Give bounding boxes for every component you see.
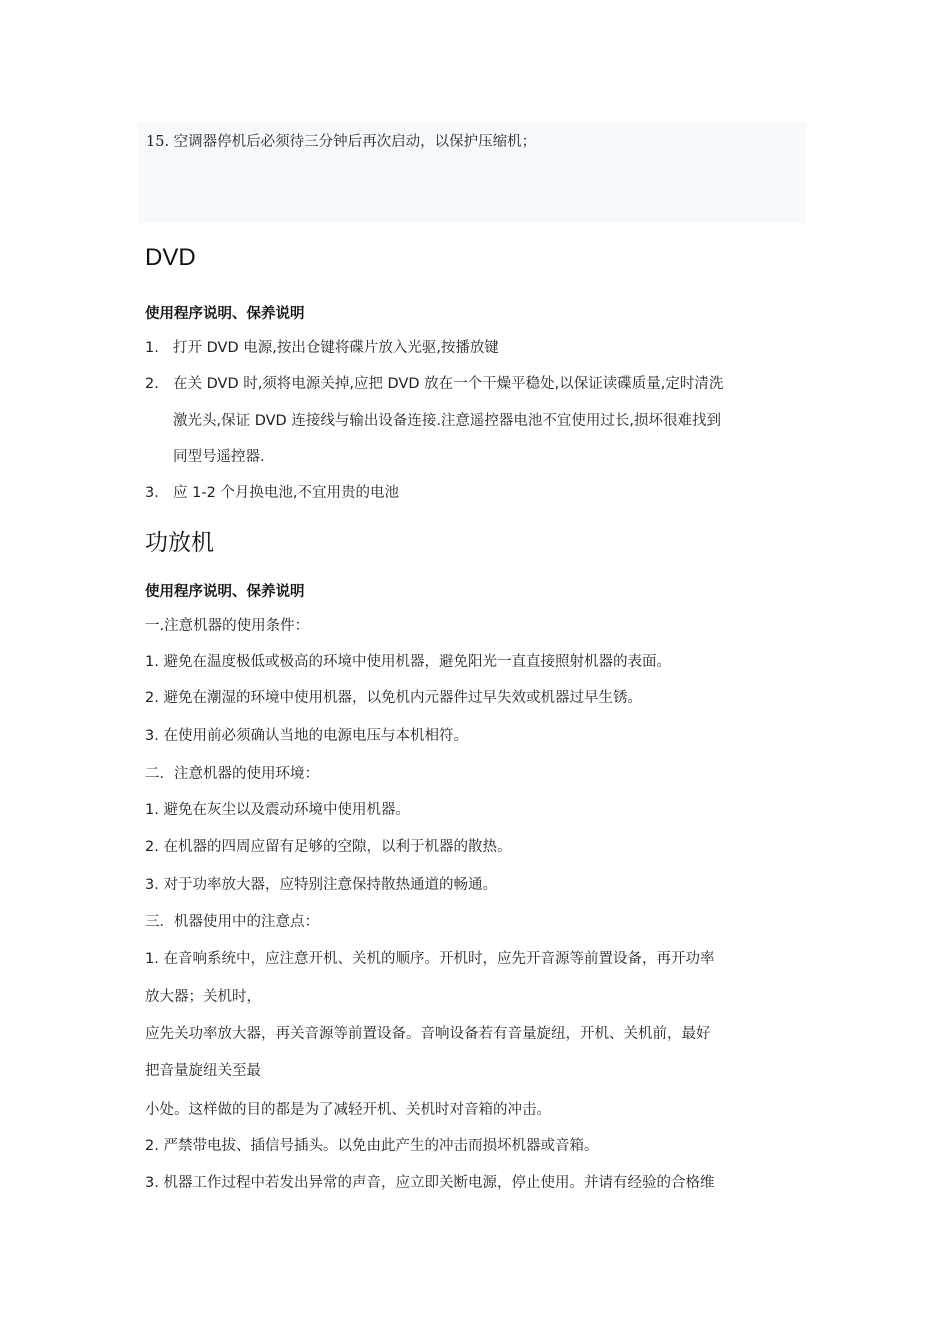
- note-box: [138, 122, 806, 223]
- amp-line: 2. 严禁带电拔、插信号插头。以免由此产生的冲击而损坏机器或音箱。: [145, 1138, 599, 1154]
- amp-line: 小处。这样做的目的都是为了减轻开机、关机时对音箱的冲击。: [145, 1102, 551, 1118]
- amp-line: 2. 在机器的四周应留有足够的空隙，以利于机器的散热。: [145, 839, 512, 855]
- dvd-item-text: 在关 DVD 时,须将电源关掉,应把 DVD 放在一个干燥平稳处,以保证读碟质量,定时清洗: [173, 376, 724, 392]
- amp-line: 2. 避免在潮湿的环境中使用机器，以免机内元器件过早失效或机器过早生锈。: [145, 690, 642, 706]
- amp-section-title: 三．机器使用中的注意点：: [145, 914, 319, 930]
- dvd-subheading: 使用程序说明、保养说明: [145, 306, 305, 322]
- amp-line: 3. 机器工作过程中若发出异常的声音，应立即关断电源，停止使用。并请有经验的合格维: [145, 1175, 715, 1191]
- amp-line: 3. 对于功率放大器，应特别注意保持散热通道的畅通。: [145, 877, 497, 893]
- amp-heading: 功放机: [145, 530, 214, 556]
- dvd-item-text: 应 1-2 个月换电池,不宜用贵的电池: [173, 485, 400, 501]
- amp-subheading: 使用程序说明、保养说明: [145, 584, 305, 600]
- amp-line: 放大器；关机时，: [145, 989, 261, 1005]
- amp-line: 把音量旋纽关至最: [145, 1063, 261, 1079]
- amp-line: 1. 避免在灰尘以及震动环境中使用机器。: [145, 802, 410, 818]
- amp-line: 1. 避免在温度极低或极高的环境中使用机器，避免阳光一直直接照射机器的表面。: [145, 654, 671, 670]
- dvd-item-number: 3.: [145, 485, 159, 501]
- dvd-item-number: 2.: [145, 376, 159, 392]
- amp-section-title: 一.注意机器的使用条件：: [145, 618, 310, 634]
- amp-line: 3. 在使用前必须确认当地的电源电压与本机相符。: [145, 728, 468, 744]
- dvd-item-text: 打开 DVD 电源,按出仓键将碟片放入光驱,按播放键: [173, 340, 499, 356]
- amp-line: 应先关功率放大器，再关音源等前置设备。音响设备若有音量旋纽，开机、关机前，最好: [145, 1026, 711, 1042]
- dvd-item-number: 1.: [145, 340, 159, 356]
- dvd-item-3: [145, 481, 399, 502]
- dvd-heading: DVD: [145, 244, 196, 271]
- amp-section-title: 二．注意机器的使用环境：: [145, 766, 319, 782]
- note-text: 15. 空调器停机后必须待三分钟后再次启动，以保护压缩机；: [146, 134, 537, 150]
- dvd-item-2-continuation: 激光头,保证 DVD 连接线与输出设备连接.注意遥控器电池不宜使用过长,损坏很难找到: [173, 413, 722, 429]
- dvd-item-2-continuation: 同型号遥控器.: [173, 449, 265, 465]
- amp-line: 1. 在音响系统中，应注意开机、关机的顺序。开机时，应先开音源等前置设备，再开功率: [145, 951, 715, 967]
- dvd-item-1: [145, 336, 499, 357]
- dvd-item-2: [145, 372, 723, 393]
